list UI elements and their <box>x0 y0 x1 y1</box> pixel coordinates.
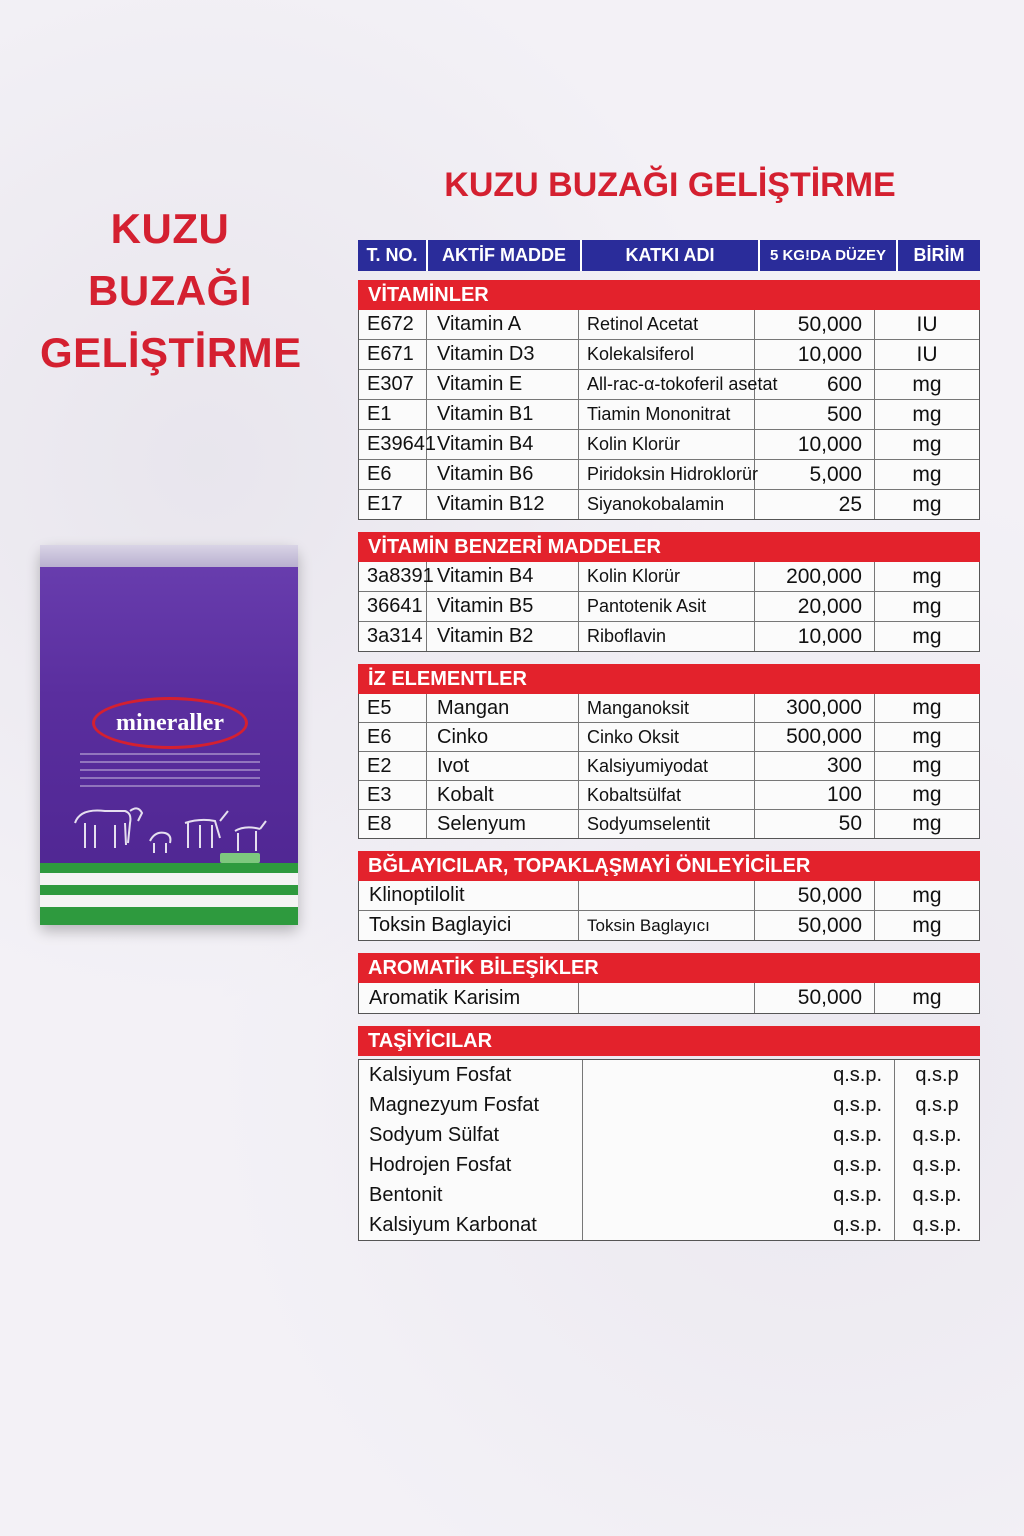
cell-t-no: E6 <box>359 460 427 489</box>
cell-katki-adi: Kobaltsülfat <box>579 781 755 809</box>
section-iz-elementler: İZ ELEMENTLER <box>358 664 980 694</box>
cell-t-no: E8 <box>359 810 427 838</box>
cell-birim: mg <box>912 754 942 777</box>
header-birim: BİRİM <box>913 245 965 265</box>
section-tasiyicilar-rows <box>358 1059 980 1241</box>
cell-katki-adi: Retinol Acetat <box>579 310 755 339</box>
table-row <box>359 1120 979 1150</box>
cell-duzey: q.s.p. <box>583 1120 895 1150</box>
cell-birim: mg <box>912 986 942 1009</box>
table-row <box>359 809 979 838</box>
cell-birim: IU <box>916 312 938 336</box>
cell-aktif-madde: Sodyum Sülfat <box>359 1120 583 1150</box>
cell-duzey: 300 <box>755 752 875 780</box>
side-title-line-2: BUZAĞI <box>88 267 252 314</box>
cell-aktif-madde: Kalsiyum Fosfat <box>359 1060 583 1090</box>
cell-birim: IU <box>916 342 938 366</box>
cell-birim: mg <box>912 462 942 486</box>
cell-aktif-madde: Bentonit <box>359 1180 583 1210</box>
table-row <box>359 1210 979 1240</box>
table-row <box>359 429 979 459</box>
side-title-line-1: KUZU <box>110 205 230 252</box>
cell-duzey: q.s.p. <box>583 1060 895 1090</box>
section-tasiyicilar: TAŞİYİCILAR <box>358 1026 980 1056</box>
ingredients-table <box>358 240 980 1241</box>
cell-duzey: q.s.p. <box>583 1180 895 1210</box>
cell-t-no: 3a8391 <box>359 562 427 591</box>
cell-katki-adi: Siyanokobalamin <box>579 490 755 519</box>
cell-katki-adi: Kolin Klorür <box>579 562 755 591</box>
cell-katki-adi: Kolin Klorür <box>579 430 755 459</box>
cell-birim: q.s.p. <box>912 1123 962 1146</box>
cell-birim: mg <box>912 725 942 748</box>
cell-duzey: 100 <box>755 781 875 809</box>
cell-t-no: E2 <box>359 752 427 780</box>
table-row <box>359 399 979 429</box>
cell-birim: mg <box>912 783 942 806</box>
side-title-line-3: GELİŞTİRME <box>40 329 302 376</box>
cell-t-no: E17 <box>359 490 427 519</box>
cell-birim: mg <box>912 883 942 907</box>
table-row <box>359 459 979 489</box>
table-row <box>359 751 979 780</box>
table-row <box>359 489 979 519</box>
table-row <box>359 910 979 940</box>
header-t-no: T. NO. <box>358 240 428 271</box>
table-row <box>359 780 979 809</box>
cell-katki-adi <box>579 881 755 910</box>
cell-aktif-madde: Vitamin B1 <box>427 400 579 429</box>
bag-fine-print <box>80 753 260 793</box>
cell-t-no: E671 <box>359 340 427 369</box>
section-vitaminler-rows <box>358 310 980 520</box>
cell-t-no: 3a314 <box>359 622 427 651</box>
cell-katki-adi: Toksin Baglayıcı <box>579 911 755 940</box>
cell-duzey: 10,000 <box>755 430 875 459</box>
cell-aktif-madde: Vitamin D3 <box>427 340 579 369</box>
cell-aktif-madde: Vitamin B4 <box>427 430 579 459</box>
cell-duzey: 20,000 <box>755 592 875 621</box>
bag-stripe <box>40 895 298 907</box>
cell-duzey: 50 <box>755 810 875 838</box>
cell-duzey: 10,000 <box>755 622 875 651</box>
cell-katki-adi <box>579 983 755 1013</box>
cell-katki-adi: Sodyumselentit <box>579 810 755 838</box>
cell-aktif-madde: Vitamin B6 <box>427 460 579 489</box>
cell-t-no: E3 <box>359 781 427 809</box>
cell-birim: mg <box>912 372 942 396</box>
section-aromatik-rows <box>358 983 980 1014</box>
cell-aktif-madde: Hodrojen Fosfat <box>359 1150 583 1180</box>
bag-stripe <box>40 873 298 885</box>
brand-logo <box>92 697 248 749</box>
cell-duzey: 25 <box>755 490 875 519</box>
table-row <box>359 1090 979 1120</box>
cell-t-no: E307 <box>359 370 427 399</box>
cell-duzey: 600 <box>755 370 875 399</box>
cell-aktif-madde: Vitamin B4 <box>427 562 579 591</box>
cell-t-no: E1 <box>359 400 427 429</box>
cell-aktif-madde: Mangan <box>427 694 579 722</box>
section-iz-elementler-rows <box>358 694 980 839</box>
cell-aktif-madde: Vitamin B12 <box>427 490 579 519</box>
section-baglayicilar: BĞLAYICILAR, TOPAKLĄŞMAYİ ÖNLEYİCİLER <box>358 851 980 881</box>
cell-birim: mg <box>912 432 942 456</box>
table-row <box>359 369 979 399</box>
cell-katki-adi: Piridoksin Hidroklorür <box>579 460 755 489</box>
table-row <box>359 621 979 651</box>
cell-duzey: 500,000 <box>755 723 875 751</box>
cell-duzey: 200,000 <box>755 562 875 591</box>
cell-birim: q.s.p. <box>912 1213 962 1236</box>
cell-katki-adi: Kalsiyumiyodat <box>579 752 755 780</box>
cell-birim: q.s.p <box>915 1063 959 1086</box>
cell-katki-adi: Pantotenik Asit <box>579 592 755 621</box>
cell-katki-adi: Kolekalsiferol <box>579 340 755 369</box>
cell-duzey: 300,000 <box>755 694 875 722</box>
header-aktif-madde: AKTİF MADDE <box>428 240 582 271</box>
cell-duzey: 10,000 <box>755 340 875 369</box>
section-baglayicilar-rows <box>358 881 980 941</box>
cell-birim: mg <box>912 696 942 719</box>
cell-duzey: 50,000 <box>755 911 875 940</box>
cell-aktif-madde: Ivot <box>427 752 579 780</box>
section-vitamin-benzeri-rows <box>358 562 980 652</box>
bag-body <box>40 545 298 925</box>
section-vitaminler: VİTAMİNLER <box>358 280 980 310</box>
cell-t-no: E5 <box>359 694 427 722</box>
table-row <box>359 339 979 369</box>
brand-logo-text: mineraller <box>116 709 224 736</box>
table-row <box>359 591 979 621</box>
cell-duzey: q.s.p. <box>583 1210 895 1240</box>
cell-aktif-madde: Vitamin B5 <box>427 592 579 621</box>
cell-duzey: q.s.p. <box>583 1090 895 1120</box>
bag-seal <box>40 545 298 567</box>
cell-birim: mg <box>912 594 942 618</box>
cell-aktif-madde: Klinoptilolit <box>359 881 579 910</box>
cell-katki-adi: Tiamin Mononitrat <box>579 400 755 429</box>
cell-duzey: 500 <box>755 400 875 429</box>
side-title <box>40 198 300 384</box>
cell-aktif-madde: Kalsiyum Karbonat <box>359 1210 583 1240</box>
cell-katki-adi: Manganoksit <box>579 694 755 722</box>
cell-t-no: E672 <box>359 310 427 339</box>
cell-aktif-madde: Cinko <box>427 723 579 751</box>
header-duzey: 5 KG!DA DÜZEY <box>760 240 898 271</box>
cell-katki-adi: All-rac-α-tokoferil asetat <box>579 370 755 399</box>
cell-katki-adi: Cinko Oksit <box>579 723 755 751</box>
table-row <box>359 1060 979 1090</box>
bag-label <box>220 853 260 863</box>
table-row <box>359 1180 979 1210</box>
cell-katki-adi: Riboflavin <box>579 622 755 651</box>
header-katki-adi: KATKI ADI <box>582 240 760 271</box>
cell-aktif-madde: Vitamin A <box>427 310 579 339</box>
table-row <box>359 722 979 751</box>
section-aromatik: AROMATİK BİLEŞİKLER <box>358 953 980 983</box>
cell-aktif-madde: Selenyum <box>427 810 579 838</box>
cell-birim: mg <box>912 812 942 835</box>
table-row <box>359 1150 979 1180</box>
cell-aktif-madde: Kobalt <box>427 781 579 809</box>
cell-birim: mg <box>912 492 942 516</box>
cell-aktif-madde: Vitamin E <box>427 370 579 399</box>
cell-birim: q.s.p. <box>912 1183 962 1206</box>
cell-birim: q.s.p <box>915 1093 959 1116</box>
cell-t-no: 36641 <box>359 592 427 621</box>
cell-birim: mg <box>912 402 942 426</box>
cell-birim: mg <box>912 564 942 588</box>
product-bag-image <box>40 545 298 925</box>
section-vitamin-benzeri: VİTAMİN BENZERİ MADDELER <box>358 532 980 562</box>
cell-aktif-madde: Vitamin B2 <box>427 622 579 651</box>
table-row <box>359 694 979 722</box>
cell-birim: q.s.p. <box>912 1153 962 1176</box>
cell-duzey: 50,000 <box>755 983 875 1013</box>
table-header <box>358 240 980 271</box>
cell-duzey: 50,000 <box>755 310 875 339</box>
cell-birim: mg <box>912 913 942 937</box>
cell-t-no: E6 <box>359 723 427 751</box>
cell-aktif-madde: Toksin Baglayici <box>359 911 579 940</box>
cell-aktif-madde: Aromatik Karisim <box>359 983 579 1013</box>
cell-duzey: 5,000 <box>755 460 875 489</box>
cell-t-no: E39641 <box>359 430 427 459</box>
cell-duzey: q.s.p. <box>583 1150 895 1180</box>
page-title: KUZU BUZAĞI GELİŞTİRME <box>444 166 896 204</box>
cell-aktif-madde: Magnezyum Fosfat <box>359 1090 583 1120</box>
table-row <box>359 983 979 1013</box>
cell-duzey: 50,000 <box>755 881 875 910</box>
table-row <box>359 310 979 339</box>
table-row <box>359 562 979 591</box>
table-row <box>359 881 979 910</box>
cell-birim: mg <box>912 624 942 648</box>
